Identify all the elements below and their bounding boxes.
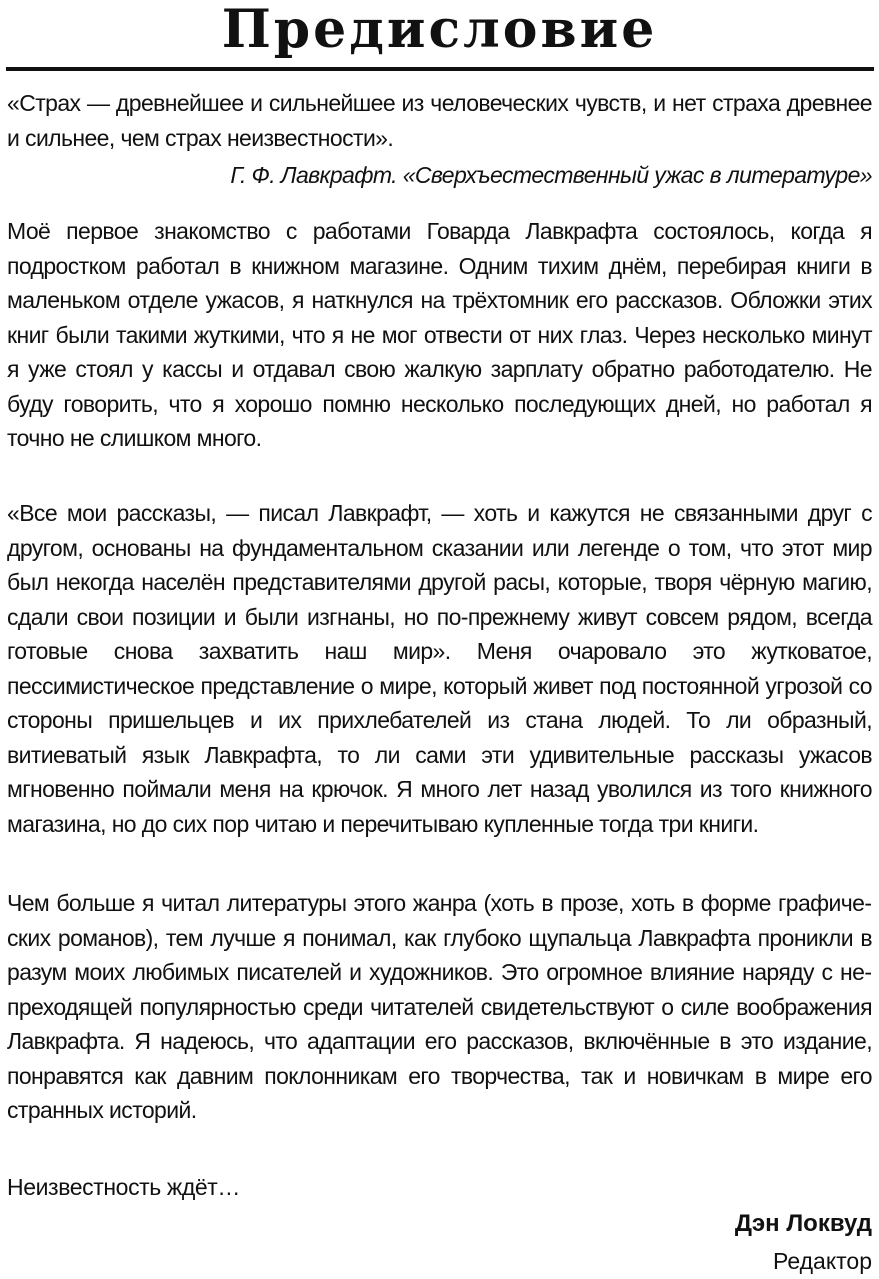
page-title: Предисловие — [221, 0, 658, 60]
closing-line: Неизвестность ждёт… — [7, 1174, 241, 1200]
epigraph-attribution: Г. Ф. Лавкрафт. «Сверхъестественный ужас в литературе» — [230, 162, 872, 188]
title-divider — [6, 67, 874, 71]
signature-name: Дэн Локвуд — [734, 1210, 872, 1237]
paragraph-3: Чем больше я читал литературы этого жанра (хоть в прозе, хоть в форме графических романов), тем лучше я понимал, как глубоко щупальца Лавкрафта проникли в разум моих любимых писателей и художников. Это огромное влияние наряду с непреходящей популярностью среди читателей свидетельствуют о силе воображения Лавкрафта. Я надеюсь, что адаптации его рассказов, включённые в это издание, понравятся как давним поклонникам его творчества, так и новичкам в мире его странных историй. — [7, 890, 872, 1123]
epigraph-quote: «Страх — древнейшее и сильнейшее из человеческих чувств, и нет страха древнее и сильнее, чем страх неизвестности». — [7, 90, 872, 151]
paragraph-2: «Все мои рассказы, — писал Лавкрафт, — хоть и кажутся не связанными друг с другом, основаны на фундаментальном сказании или легенде о том, что этот мир был некогда населён представителями другой расы, которые, творя чёрную магию, сдали свои позиции и были изгнаны, но по-прежнему живут совсем рядом, всегда готовые снова захватить наш мир». Меня очаровало это жутковатое, пессимистическое представление о мире, который живет под постоянной угрозой со стороны пришельцев и их прихлебателей из стана людей. То ли образный, витиеватый язык Лавкрафта, то ли сами эти удивительные рассказы ужасов мгновенно поймали меня на крючок. Я много лет назад уволился из того книжного магазина, но до сих пор читаю и перечитываю купленные тогда три книги. — [7, 500, 872, 837]
signature-role: Редактор — [772, 1248, 872, 1274]
paragraph-1: Моё первое знакомство с работами Говарда Лавкрафта состоялось, когда я подростком работал в книжном магазине. Одним тихим днём, перебирая книги в маленьком отделе ужасов, я наткнулся на трёхтомник его рассказов. Обложки этих книг были такими жуткими, что я не мог отвести от них глаз. Через несколько минут я уже стоял у кассы и отдавал свою жалкую зарплату обратно работодателю. Не буду говорить, что я хорошо помню несколько последующих дней, но работал я точно не слишком много. — [7, 218, 872, 451]
